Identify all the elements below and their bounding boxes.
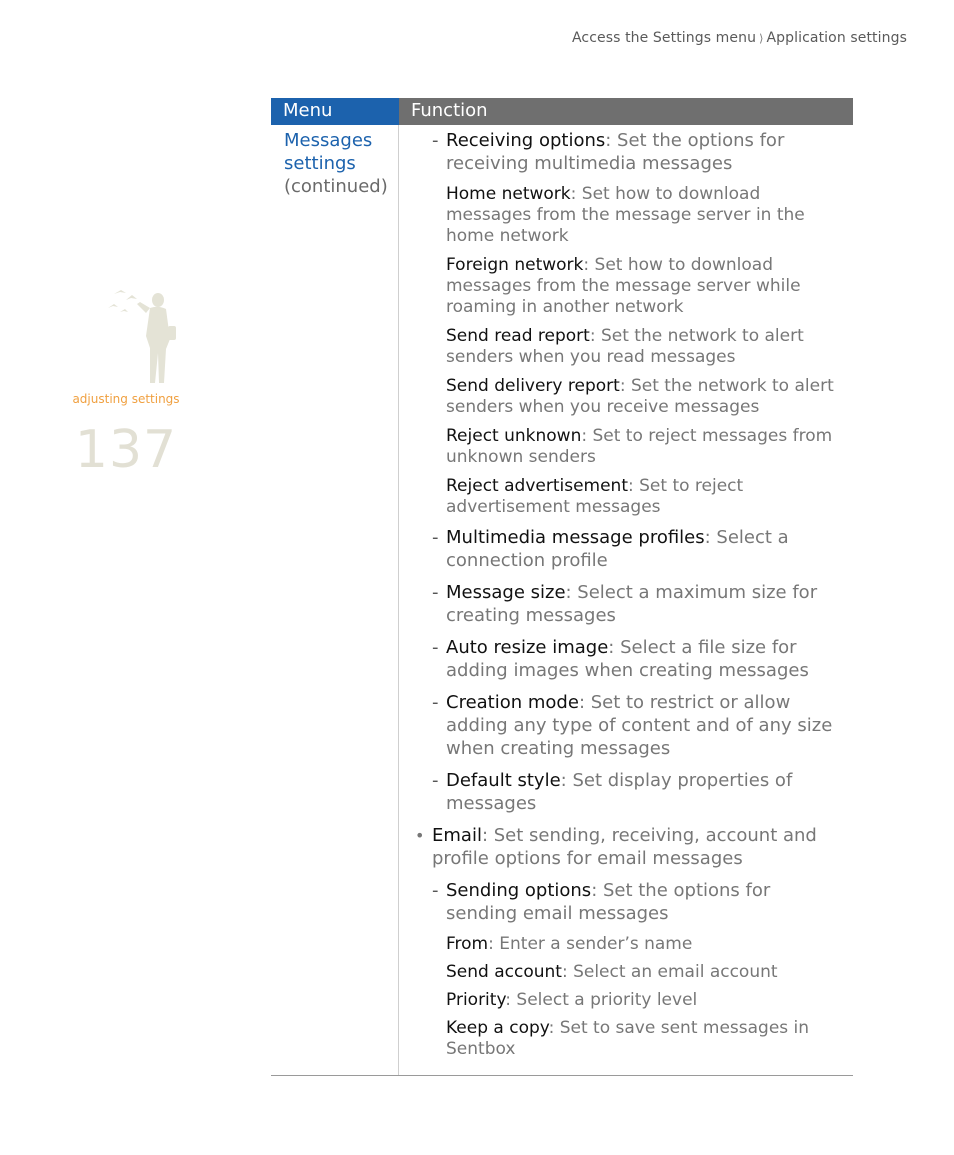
sub-option: From: Enter a sender’s name [446, 934, 693, 954]
chapter-label: adjusting settings [72, 392, 180, 406]
menu-title: Messages settings [284, 130, 373, 174]
sub-option: Priority: Select a priority level [446, 990, 698, 1010]
list-item: - Multimedia message profiles: Select a connection profile [432, 527, 789, 571]
table-header [271, 98, 853, 125]
sub-option: Foreign network: Set how to download messages from the message server while roaming in another network [446, 255, 801, 317]
settings-table [271, 98, 853, 1076]
breadcrumb-section: Access the Settings menu [572, 30, 757, 46]
breadcrumb-page: Application settings [766, 30, 907, 46]
column-header-function: Function [399, 98, 853, 125]
list-item: - Auto resize image: Select a file size for adding images when creating messages [432, 637, 809, 681]
table-body [271, 125, 853, 1076]
sub-option: Reject advertisement: Set to reject advertisement messages [446, 476, 744, 517]
person-with-binoculars-and-birds-icon [106, 286, 182, 386]
sub-option: Send delivery report: Set the network to alert senders when you receive messages [446, 376, 834, 417]
sub-option: Reject unknown: Set to reject messages from unknown senders [446, 426, 833, 467]
sub-option: Send read report: Set the network to alert senders when you read messages [446, 326, 804, 367]
breadcrumb [572, 30, 907, 46]
page-number: 137 [74, 420, 178, 480]
list-item: - Sending options: Set the options for sending email messages [432, 880, 771, 924]
function-cell [399, 125, 853, 1075]
menu-cell [271, 125, 399, 1075]
bullet-item: • Email: Set sending, receiving, account and profile options for email messages [415, 825, 817, 869]
chapter-sidebar [60, 286, 192, 480]
list-item: - Default style: Set display properties of messages [432, 770, 793, 814]
sub-option: Home network: Set how to download messages from the message server in the home network [446, 184, 805, 246]
menu-note: (continued) [284, 176, 388, 197]
breadcrumb-separator-icon: ⟩ [759, 32, 764, 45]
list-item: - Receiving options: Set the options for receiving multimedia messages [432, 130, 785, 174]
sub-option: Send account: Select an email account [446, 962, 778, 982]
list-item: - Message size: Select a maximum size for creating messages [432, 582, 818, 626]
bullet-icon: • [415, 826, 425, 845]
list-item: - Creation mode: Set to restrict or allow adding any type of content and of any size when creating messages [432, 692, 833, 759]
sub-option: Keep a copy: Set to save sent messages in Sentbox [446, 1018, 810, 1059]
column-header-menu: Menu [271, 98, 399, 125]
